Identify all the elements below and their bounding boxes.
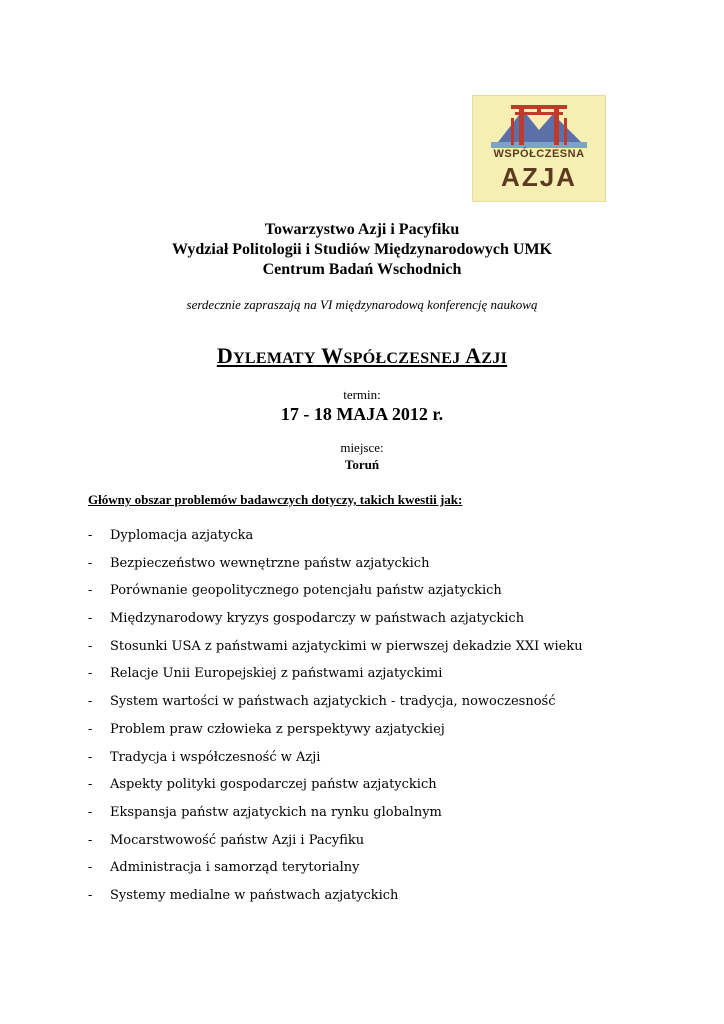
list-item: - Stosunki USA z państwami azjatyckimi w pierwszej dekadzie XXI wieku [88, 638, 583, 654]
title-w2-cap: W [321, 343, 344, 368]
list-item: - Problem praw człowieka z perspektywy azjatyckiej [88, 721, 445, 737]
title-w3-rest: ZJI [481, 350, 508, 367]
date-label: termin: [343, 387, 381, 402]
conference-title [0, 343, 724, 369]
place-label: miejsce: [340, 440, 384, 455]
list-item: - Bezpieczeństwo wewnętrzne państw azjatyckich [88, 555, 430, 571]
list-item: - Systemy medialne w państwach azjatyckich [88, 887, 399, 903]
list-item: - Administracja i samorząd terytorialny [88, 860, 360, 876]
list-item: - Mocarstwowość państw Azji i Pacyfiku [88, 832, 365, 848]
organizer-3: Centrum Badań Wschodnich [262, 261, 462, 278]
invitation-text: serdecznie zapraszają na VI międzynarodową konferencję naukową [186, 297, 538, 312]
list-item: - Porównanie geopolitycznego potencjału państw azjatyckich [88, 583, 502, 599]
logo-line2: AZJA [501, 162, 577, 192]
list-item: - Dyplomacja azjatycka [88, 528, 254, 543]
logo-line1: WSPÓŁCZESNA [493, 148, 585, 160]
list-item: - Tradycja i współczesność w Azji [88, 749, 321, 765]
organizers [0, 220, 724, 280]
conference-date: 17 - 18 MAJA 2012 r. [280, 404, 444, 424]
title-w1-cap: D [216, 343, 234, 368]
conference-logo [472, 95, 606, 202]
topics-list [88, 522, 583, 910]
list-item: - Relacje Unii Europejskiej z państwami azjatyckimi [88, 666, 443, 682]
list-item: - Międzynarodowy kryzys gospodarczy w państwach azjatyckich [88, 611, 525, 627]
list-item: - Ekspansja państw azjatyckich na rynku globalnym [88, 804, 442, 820]
conference-place: Toruń [344, 457, 380, 472]
title-w2-rest: SPÓŁCZESNEJ [343, 350, 461, 367]
list-item: - Aspekty polityki gospodarczej państw azjatyckich [88, 777, 437, 793]
mountain-shape [495, 110, 585, 146]
organizer-1: Towarzystwo Azji i Pacyfiku [264, 221, 460, 238]
list-item: - System wartości w państwach azjatyckich - tradycja, nowoczesność [88, 694, 556, 710]
title-w1-rest: YLEMATY [233, 350, 316, 367]
title-w3-cap: A [465, 343, 482, 368]
topics-heading: Główny obszar problemów badawczych dotyczy, takich kwestii jak: [88, 492, 463, 507]
organizer-2: Wydział Politologii i Studiów Międzynarodowych UMK [171, 241, 552, 258]
